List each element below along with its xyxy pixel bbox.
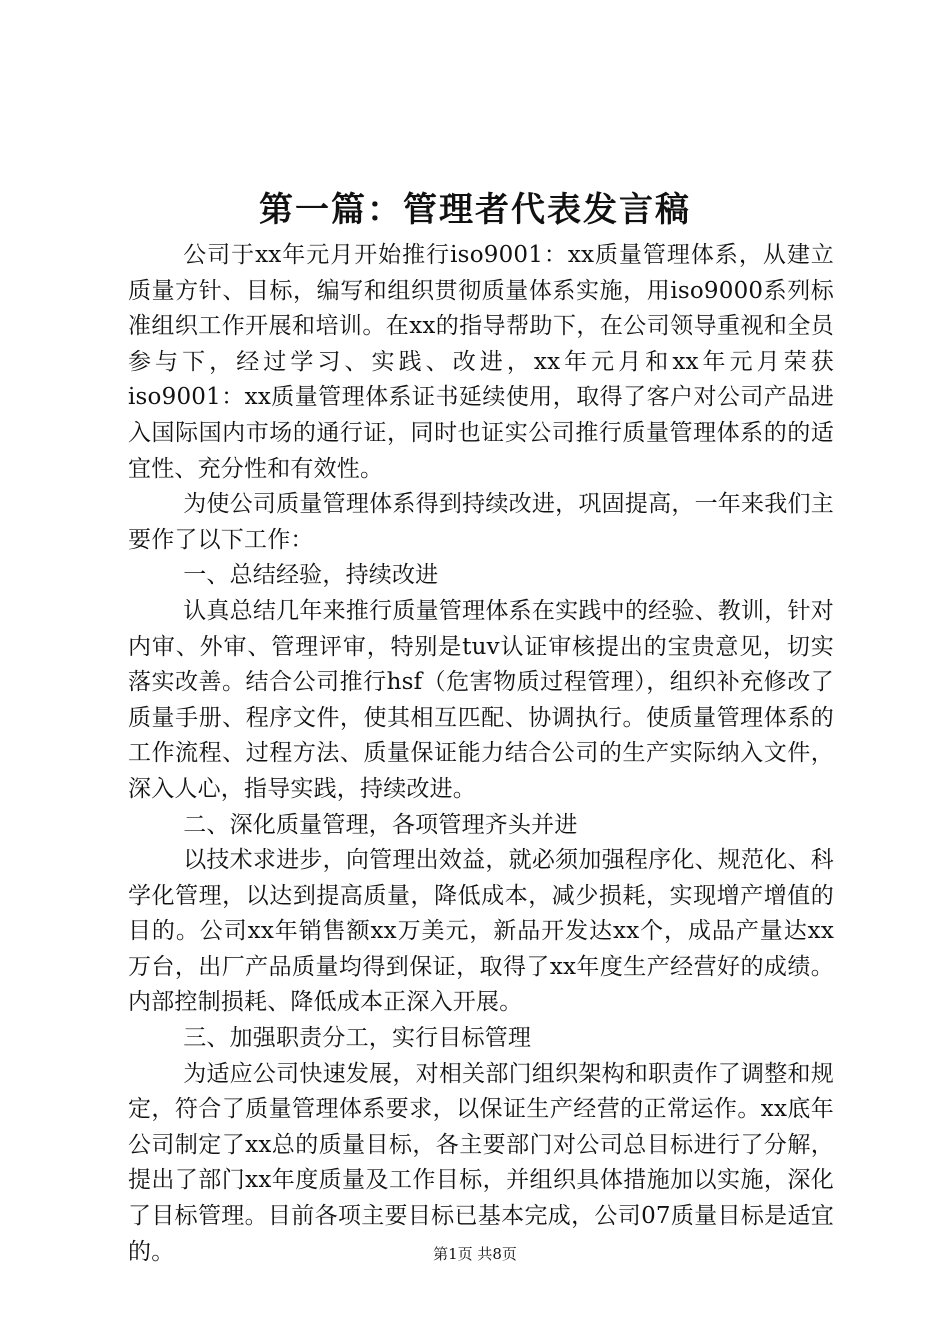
paragraph-section-2: 以技术求进步，向管理出效益，就必须加强程序化、规范化、科学化管理，以达到提高质量，降低成本，减少损耗，实现增产增值的目的。公司xx年销售额xx万美元，新品开发达xx个，成品产量达xx万台，出厂产品质量均得到保证，取得了xx年度生产经营好的成绩。内部控制损耗、降低成本正深入开展。 — [128, 847, 834, 1016]
document-body — [128, 238, 834, 1270]
paragraph-summary: 为使公司质量管理体系得到持续改进，巩固提高，一年来我们主要作了以下工作： — [128, 491, 834, 553]
paragraph-section-1: 认真总结几年来推行质量管理体系在实践中的经验、教训，针对内审、外审、管理评审，特别是tuv认证审核提出的宝贵意见，切实落实改善。结合公司推行hsf（危害物质过程管理），组织补充修改了质量手册、程序文件，使其相互匹配、协调执行。使质量管理体系的工作流程、过程方法、质量保证能力结合公司的生产实际纳入文件，深入人心，指导实践，持续改进。 — [128, 597, 834, 802]
section-heading-3: 三、加强职责分工，实行目标管理 — [183, 1025, 532, 1052]
paragraph-section-3: 为适应公司快速发展，对相关部门组织架构和职责作了调整和规定，符合了质量管理体系要求，以保证生产经营的正常运作。xx底年公司制定了xx总的质量目标，各主要部门对公司总目标进行了分解，提出了部门xx年度质量及工作目标，并组织具体措施加以实施，深化了目标管理。目前各项主要目标已基本完成，公司07质量目标是适宜的。 — [128, 1060, 834, 1265]
section-heading-1: 一、总结经验，持续改进 — [183, 562, 439, 589]
document-title: 第一篇：管理者代表发言稿 — [259, 190, 691, 230]
paragraph-intro: 公司于xx年元月开始推行iso9001：xx质量管理体系，从建立质量方针、目标，编写和组织贯彻质量体系实施，用iso9000系列标准组织工作开展和培训。在xx的指导帮助下，在公司领导重视和全员参与下，经过学习、实践、改进，xx年元月和xx年元月荣获iso9001：xx质量管理体系证书延续使用，取得了客户对公司产品进入国际国内市场的通行证，同时也证实公司推行质量管理体系的的适宜性、充分性和有效性。 — [128, 242, 834, 482]
page-footer: 第1页 共8页 — [433, 1245, 517, 1263]
section-heading-2: 二、深化质量管理，各项管理齐头并进 — [183, 811, 578, 838]
